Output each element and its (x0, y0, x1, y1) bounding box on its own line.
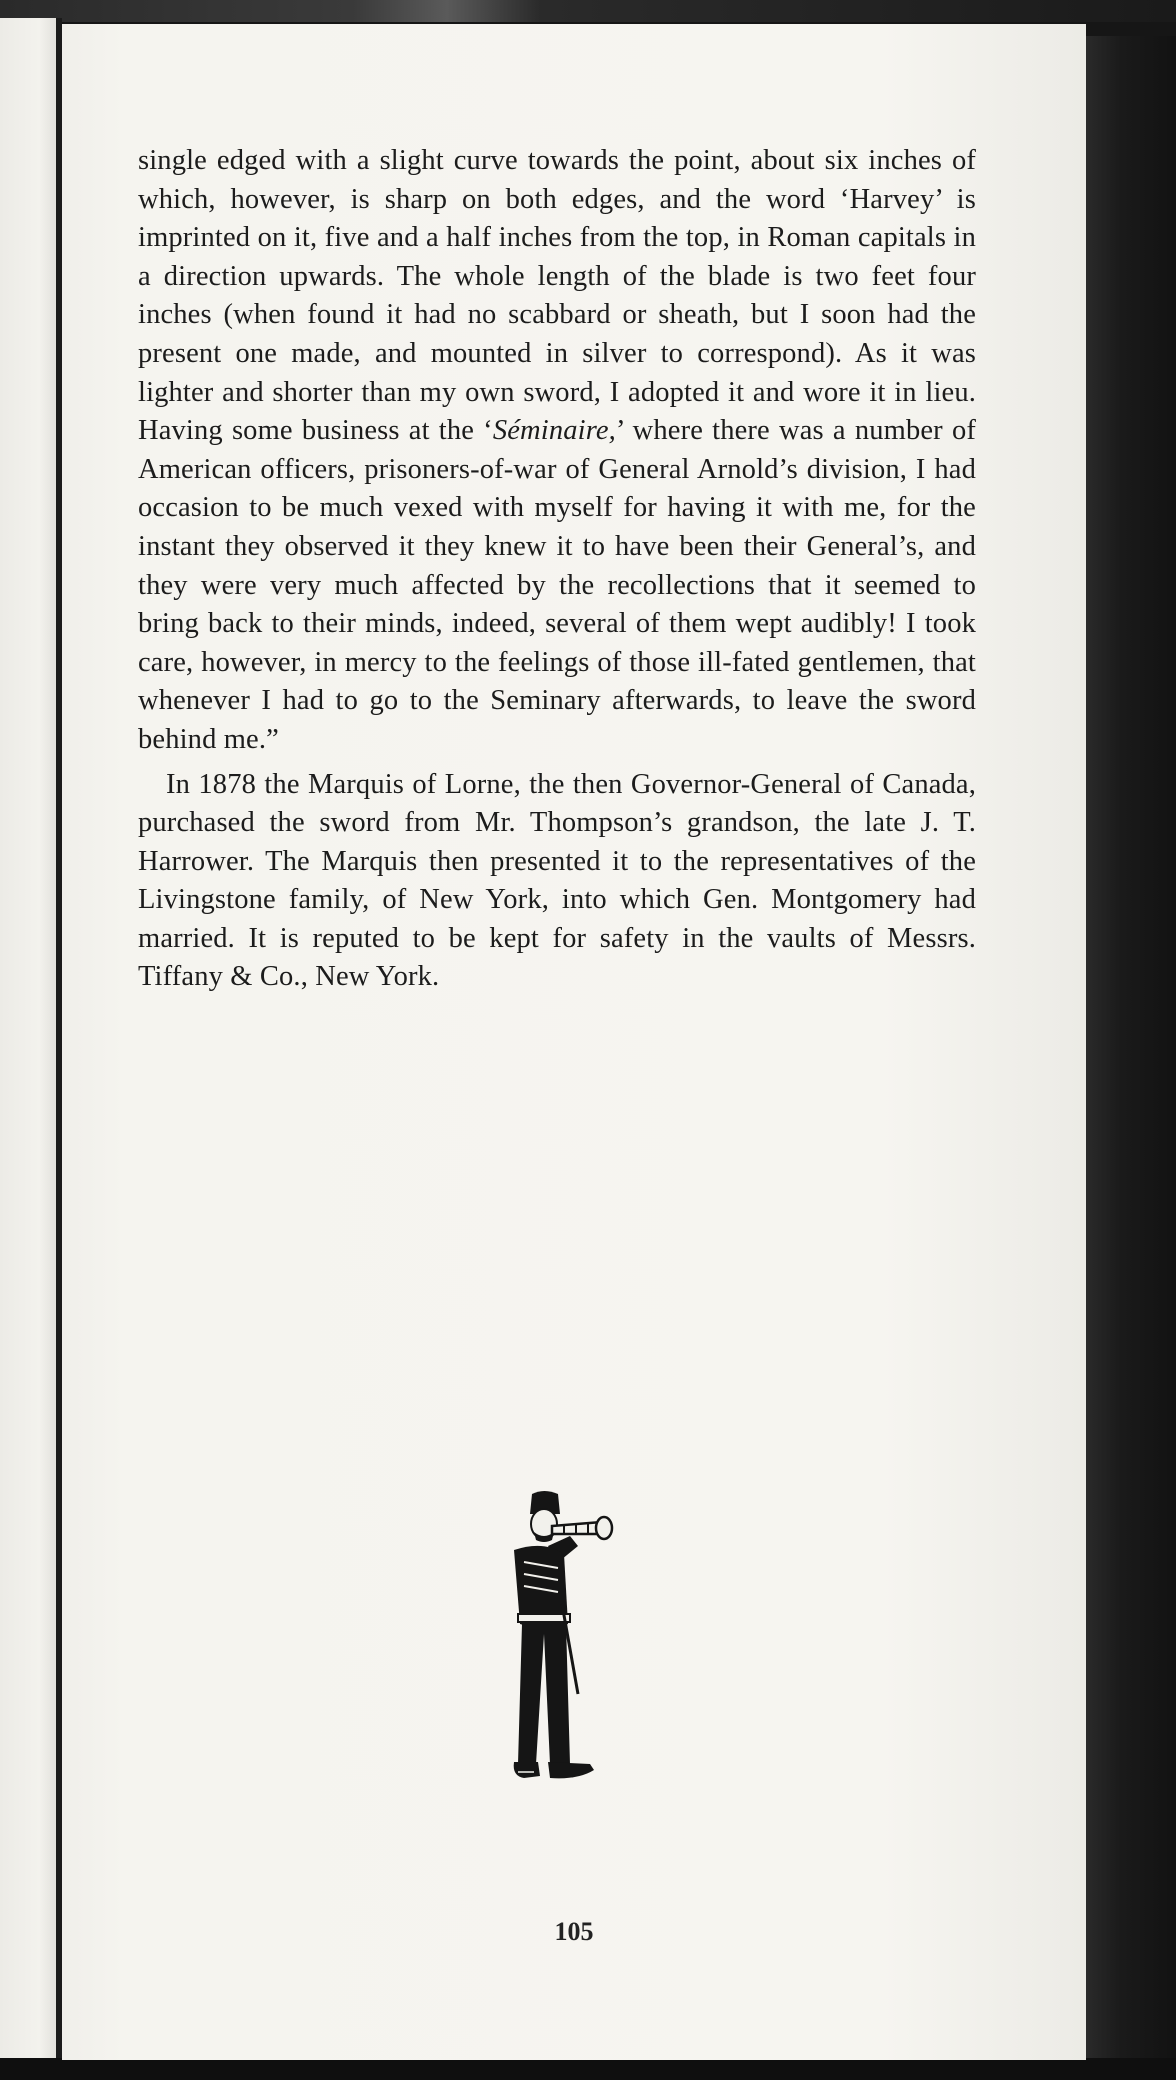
body-text (138, 142, 976, 997)
page-number: 105 (554, 1917, 594, 1946)
italic-seminaire: Séminaire, (492, 415, 616, 447)
facing-page-edge (0, 18, 56, 2062)
scan-bottom-edge (0, 2058, 1176, 2080)
paragraph-text: ’ where there was a number of American officers, prisoners-of-war of General Arnold’s division, I had occasion to be much vexed with myself for having it with me, for the instant they observed it they knew it to have been their General’s, and they were very much affected by the recollections that it seemed to bring back to their minds, indeed, several of them wept audibly! I took care, however, in mercy to the feelings of those ill-fated gentlemen, that whenever I had to go to the Seminary afterwards, to leave the sword behind me.” (138, 415, 976, 755)
scan-top-edge (0, 0, 1176, 22)
scan-right-edge (1086, 36, 1176, 2066)
bugler-figure-icon (452, 1484, 652, 1804)
paragraph-sword-description (138, 142, 976, 760)
paragraph-text: single edged with a slight curve towards the point, about six inches of which, however, is sharp on both edges, and the word ‘Harvey’ is imprinted on it, five and a half inches from the top, in Roman capitals in a direction upwards. The whole length of the blade is two feet four inches (when found it had no scabbard or sheath, but I soon had the present one made, and mounted in silver to correspond). As it was lighter and shorter than my own sword, I adopted it and wore it in lieu. Having some business at the ‘ (138, 145, 976, 447)
paragraph-marquis-of-lorne: In 1878 the Marquis of Lorne, the then Governor-General of Canada, purchased the sword from Mr. Thompson’s grandson, the late J. T. Harrower. The Marquis then presented it to the representatives of the Livingstone family, of New York, into which Gen. Montgomery had married. It is reputed to be kept for safety in the vaults of Messrs. Tiffany & Co., New York. (138, 768, 976, 993)
book-page (62, 24, 1086, 2060)
